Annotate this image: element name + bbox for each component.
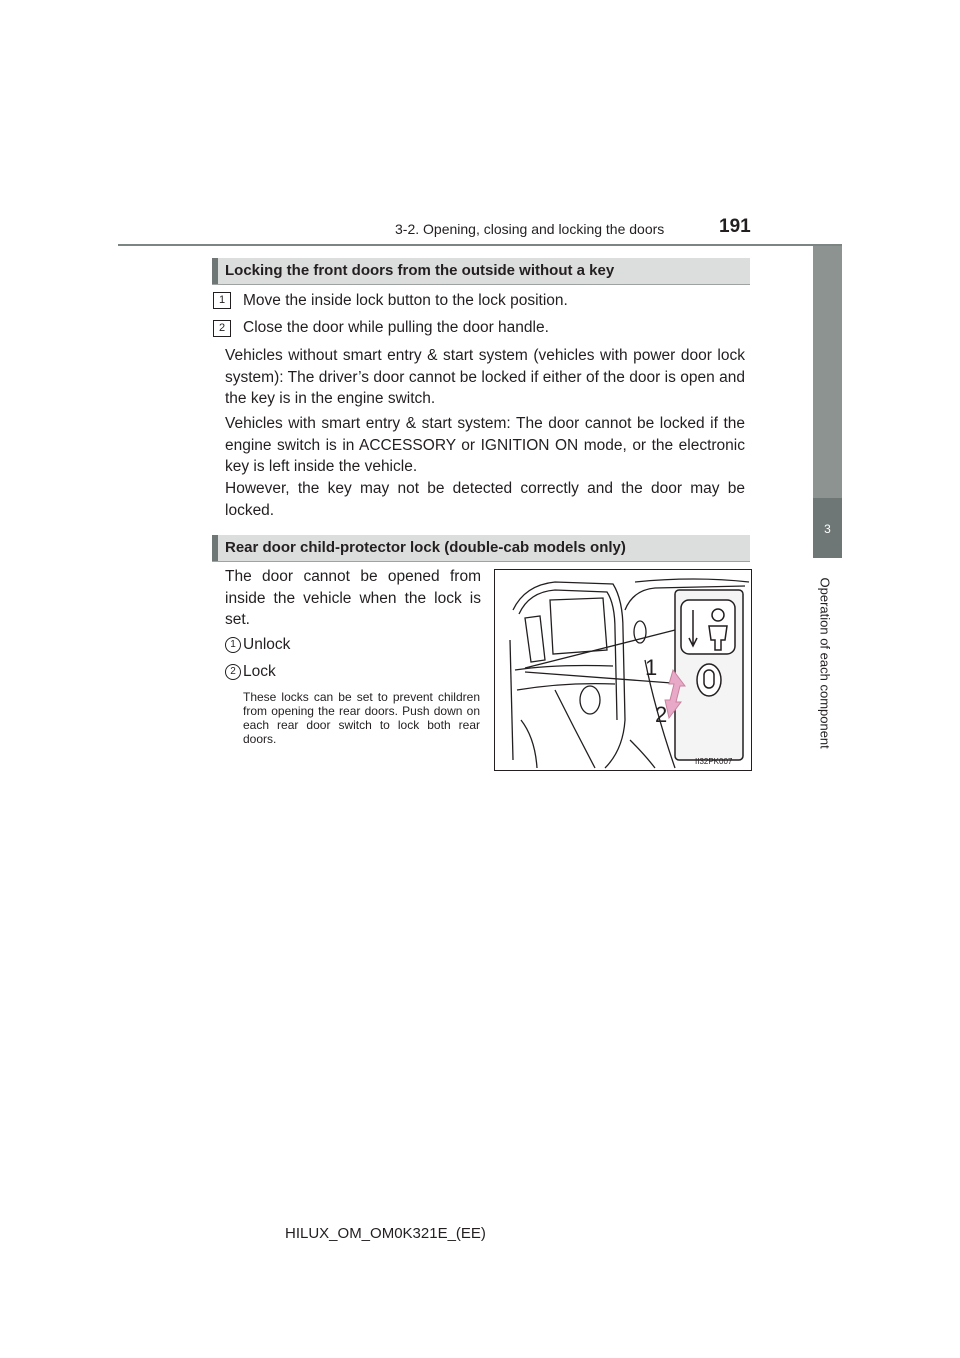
callout-2: 2 <box>655 702 668 727</box>
item-label-unlock: Unlock <box>243 636 291 653</box>
section-heading-text: Rear door child-protector lock (double-cab models only) <box>225 539 626 556</box>
paragraph-smart-entry: Vehicles with smart entry & start system: The door cannot be locked if the engine switch is in ACCESSORY or IGNITION ON mode, or the electronic key is left inside the vehicle. <box>225 415 745 475</box>
figure-code: II32PK007 <box>695 757 733 766</box>
item-label-lock: Lock <box>243 663 276 680</box>
child-lock-intro: The door cannot be opened from inside the vehicle when the lock is set. <box>225 568 481 628</box>
section-heading-front-doors <box>212 258 750 285</box>
page-number: 191 <box>719 216 751 237</box>
door-drawing <box>495 570 751 770</box>
child-lock-illustration <box>494 569 752 771</box>
header-section-title: 3-2. Opening, closing and locking the doors <box>395 221 665 237</box>
footer-doc-id: HILUX_OM_OM0K321E_(EE) <box>285 1225 486 1242</box>
step-number-2: 2 <box>213 320 231 337</box>
heading-bar <box>212 535 218 561</box>
chapter-number: 3 <box>824 522 831 536</box>
side-tab-upper <box>813 246 842 498</box>
item-number-1: 1 <box>225 637 241 653</box>
step-number-1: 1 <box>213 292 231 309</box>
paragraph-no-smart-entry: Vehicles without smart entry & start system (vehicles with power door lock system): The driver’s door cannot be locked if either of the door is open and the key is in the engine switch. <box>225 347 745 407</box>
callout-1: 1 <box>645 655 658 680</box>
item-number-2: 2 <box>225 664 241 680</box>
section-heading-child-lock <box>212 535 750 562</box>
step-text-1: Move the inside lock button to the lock position. <box>243 292 568 309</box>
child-lock-note: These locks can be set to prevent children from opening the rear doors. Push down on each rear door switch to lock both rear doors. <box>243 690 480 746</box>
header-rule <box>118 244 842 246</box>
heading-bar <box>212 258 218 284</box>
paragraph-however: However, the key may not be detected correctly and the door may be locked. <box>225 480 745 519</box>
section-heading-text: Locking the front doors from the outside without a key <box>225 262 615 279</box>
step-text-2: Close the door while pulling the door handle. <box>243 319 549 336</box>
chapter-label: Operation of each component <box>817 577 833 749</box>
